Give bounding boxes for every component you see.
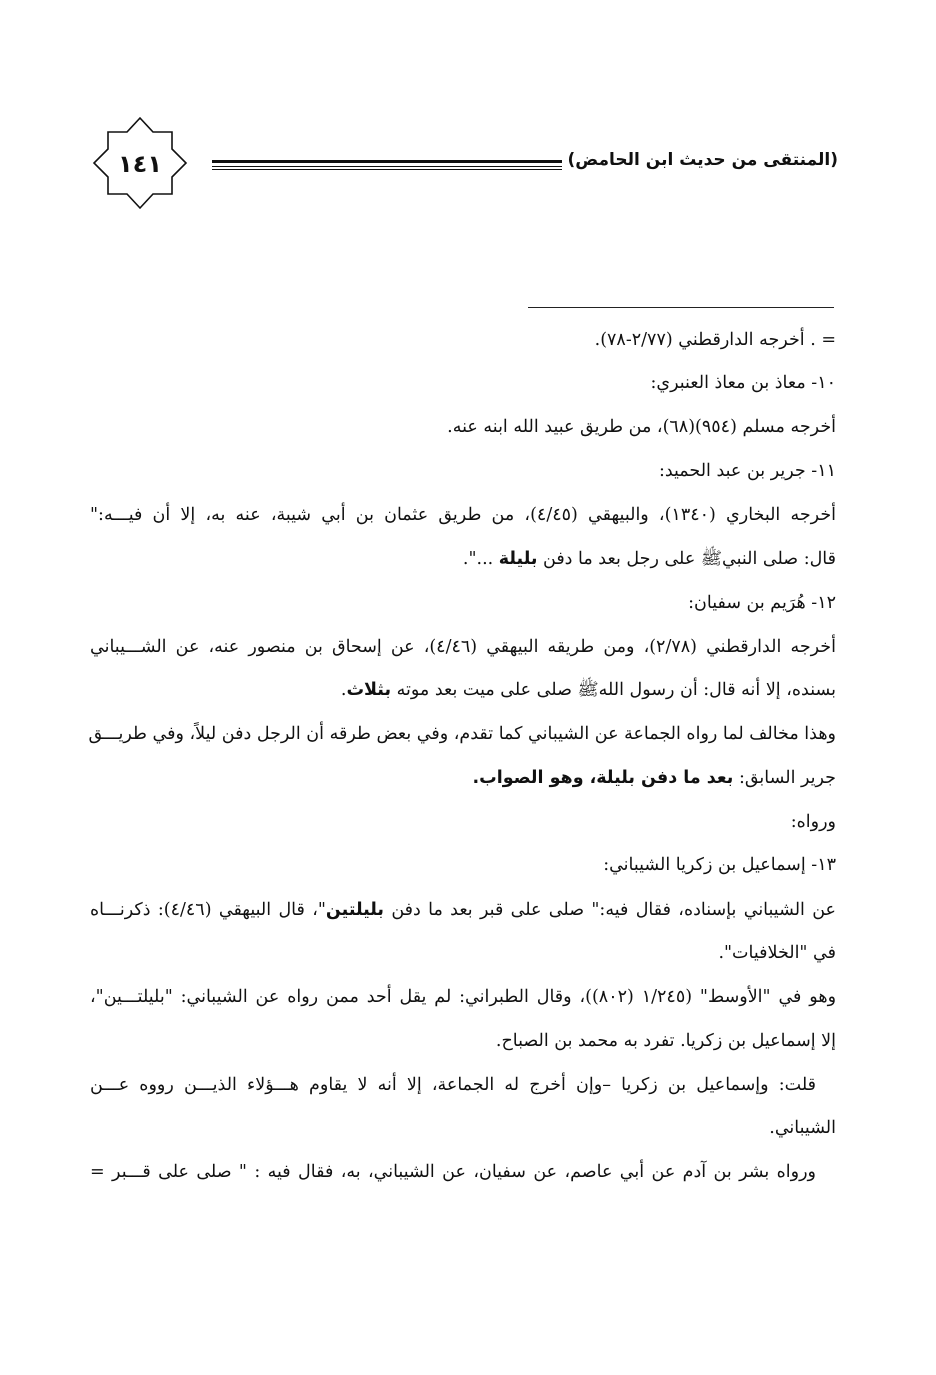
line-4: ١١- جرير بن عبد الحميد: [658,461,836,481]
header-rule-thick [212,160,562,163]
line-10: وهذا مخالف لما رواه الجماعة عن الشيباني كما تقدم، وفي بعض طرقه أن الرجل دفن ليلاً، وفي طريـــق [88,724,836,744]
header-rule-thin-2 [212,169,562,170]
line-19: الشيباني. [769,1118,836,1138]
line-18: قلت: وإسماعيل بن زكريا –وإن أخرج له الجماعة، إلا أنه لا يقاوم هـــؤلاء الذيـــن رووه عـــن [90,1075,817,1095]
line-8: أخرجه الدارقطني (٢/٧٨)، ومن طريقه البيهقي (٤/٤٦)، عن إسحاق بن منصور عنه، عن الشـــيباني [90,637,836,657]
footnote-separator [528,307,834,308]
line-16: وهو في "الأوسط" (١/٢٤٥ (٨٠٢))، وقال الطبراني: لم يقل أحد ممن رواه عن الشيباني: "بليلتـــين"، [90,987,837,1007]
line-7: ١٢- هُرَيم بن سفيان: [688,593,836,613]
line-15: في "الخلافيات". [718,943,836,963]
line-1: = . أخرجه الدارقطني (٢/٧٧-٧٨). [594,330,836,350]
line-12: ورواه: [790,812,836,832]
line-20: ورواه بشر بن آدم عن أبي عاصم، عن سفيان، عن الشيباني، به، فقال فيه : " صلى على قـــبر = [90,1162,816,1182]
line-3: أخرجه مسلم (٩٥٤)(٦٨)، من طريق عبيد الله ابنه عنه. [447,417,836,437]
line-6: قال: صلى النبيﷺ على رجل بعد ما دفن بليلة ...". [462,549,836,569]
line-5: أخرجه البخاري (١٣٤٠)، والبيهقي (٤/٤٥)، من طريق عثمان بن أبي شيبة، عنه به، إلا أن فيـــه:" [90,505,837,525]
line-17: إلا إسماعيل بن زكريا. تفرد به محمد بن الصباح. [495,1031,836,1051]
header-rule-thin [212,166,562,167]
page-number: ١٤١ [118,150,162,178]
line-11: جرير السابق: بعد ما دفن بليلة، وهو الصواب. [472,768,836,788]
line-2: ١٠- معاذ بن معاذ العنبري: [650,373,836,393]
line-13: ١٣- إسماعيل بن زكريا الشيباني: [603,855,836,875]
line-9: بسنده، إلا أنه قال: أن رسول اللهﷺ صلى على ميت بعد موته بثلاث. [340,680,836,700]
running-header-title: (المنتقى من حديث ابن الحامض) [567,150,838,170]
line-14: عن الشيباني بإسناده، فقال فيه:" صلى على قبر بعد ما دفن بليلتين"، قال البيهقي (٤/٤٦): ذكرنـــاه [90,900,836,920]
page-number-badge [92,116,188,212]
